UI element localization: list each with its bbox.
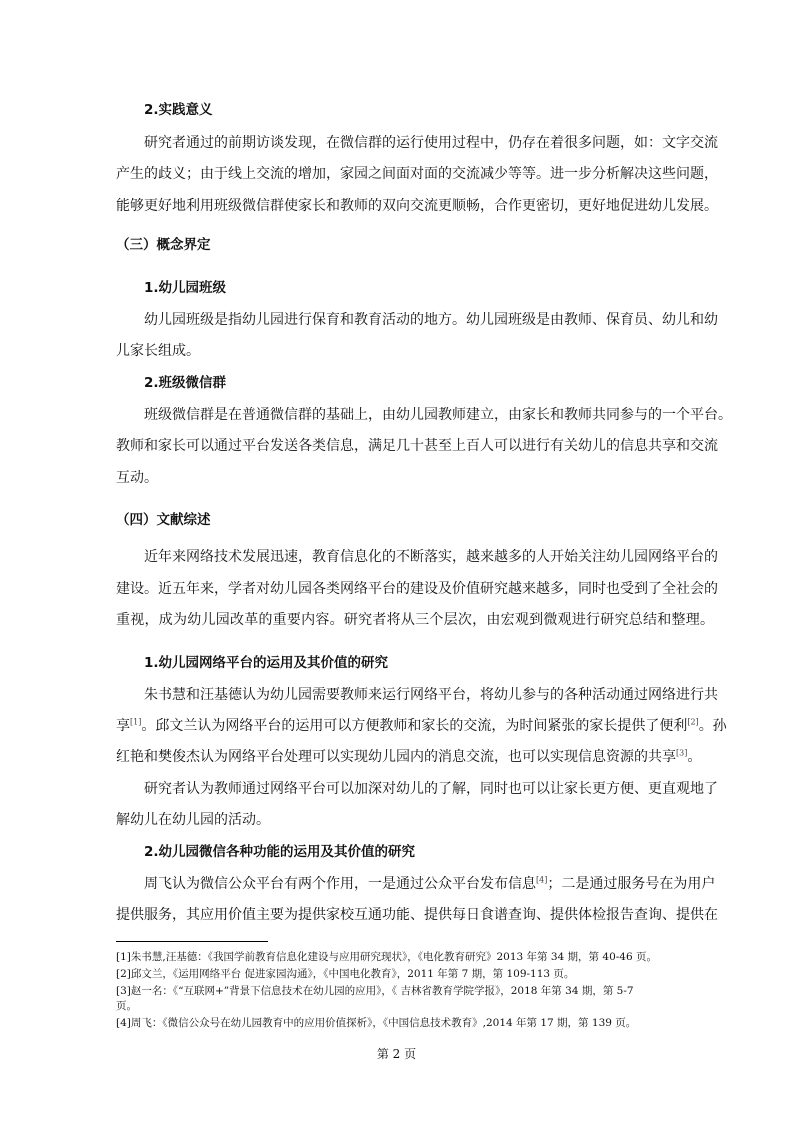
paragraph-line: 互动。 xyxy=(116,470,158,486)
paragraph-line: 解幼儿在幼儿园的活动。 xyxy=(116,812,270,828)
footnote-1: [1]朱书慧,汪基德：《我国学前教育信息化建设与应用研究现状》，《电化教育研究》2013 年第 34 期，第 40-46 页。 xyxy=(116,951,657,963)
paragraph-line: 班级微信群是在普通微信群的基础上，由幼儿园教师建立，由家长和教师共同参与的一个平台。 xyxy=(144,407,732,423)
paragraph-line: 朱书慧和汪基德认为幼儿园需要教师来运行网络平台，将幼儿参与的各种活动通过网络进行共 xyxy=(144,687,718,703)
paragraph-line: 重视，成为幼儿园改革的重要内容。研究者将从三个层次，由宏观到微观进行研究总结和整理。 xyxy=(116,612,714,628)
paragraph-line: 教师和家长可以通过平台发送各类信息，满足几十甚至上百人可以进行有关幼儿的信息共享和交流 xyxy=(116,438,718,454)
section-heading-review: （四）文献综述 xyxy=(116,512,211,528)
text-segment: 。孙 xyxy=(698,718,727,734)
footnote-3-continued: 页。 xyxy=(116,1000,137,1012)
page-number: 第 2 页 xyxy=(376,1047,417,1061)
section-heading-concept: （三）概念界定 xyxy=(116,237,211,253)
text-segment: 享 xyxy=(116,718,130,734)
paragraph-line: 幼儿园班级是指幼儿园进行保育和教育活动的地方。幼儿园班级是由教师、保育员、幼儿和幼 xyxy=(144,312,718,328)
paragraph-line: 儿家长组成。 xyxy=(116,343,200,359)
paragraph-line: 研究者通过的前期访谈发现，在微信群的运行使用过程中，仍存在着很多问题，如：文字交流 xyxy=(144,135,718,151)
footnote-4: [4]周飞：《微信公众号在幼儿园教育中的应用价值探析》，《中国信息技术教育》,2014 年第 17 期，第 139 页。 xyxy=(116,1017,637,1029)
subheading-class-wechat-group: 2.班级微信群 xyxy=(144,375,227,391)
citation-marker[interactable]: [3] xyxy=(676,748,688,758)
text-segment: 周飞认为微信公众平台有两个作用，一是通过公众平台发布信息 xyxy=(144,876,536,892)
text-segment: 红艳和樊俊杰认为网络平台处理可以实现幼儿园内的消息交流，也可以实现信息资源的共享 xyxy=(116,749,676,765)
footnote-2: [2]邱文兰，《运用网络平台 促进家园沟通》，《中国电化教育》，2011 年第 7 期，第 109-113 页。 xyxy=(116,968,575,980)
section-heading-practical: 2.实践意义 xyxy=(144,102,213,118)
subheading-kindergarten-class: 1.幼儿园班级 xyxy=(144,280,227,296)
footnote-3: [3]赵一名：《“互联网+”背景下信息技术在幼儿园的应用》，《 吉林省教育学院学报》，2018 年第 34 期，第 5-7 xyxy=(116,985,634,997)
text-segment: 。 xyxy=(687,749,702,765)
footnote-separator xyxy=(116,941,268,942)
paragraph-line: 近年来网络技术发展迅速，教育信息化的不断落实，越来越多的人开始关注幼儿园网络平台的 xyxy=(144,549,718,565)
paragraph-line-with-citations xyxy=(116,717,727,735)
paragraph-line-with-citations xyxy=(144,875,714,893)
paragraph-line: 研究者认为教师通过网络平台可以加深对幼儿的了解，同时也可以让家长更方便、更直观地了 xyxy=(144,781,718,797)
paragraph-line: 建设。近五年来，学者对幼儿园各类网络平台的建设及价值研究越来越多，同时也受到了全社会的 xyxy=(116,581,718,597)
citation-marker[interactable]: [2] xyxy=(687,717,699,727)
paragraph-line: 产生的歧义；由于线上交流的增加，家园之间面对面的交流减少等等。进一步分析解决这些问题， xyxy=(116,166,718,182)
paragraph-line: 提供服务，其应用价值主要为提供家校互通功能、提供每日食谱查询、提供体检报告查询、提供在 xyxy=(116,907,718,923)
text-segment: ；二是通过服务号在为用户 xyxy=(547,876,716,892)
subheading-wechat-functions: 2.幼儿园微信各种功能的运用及其价值的研究 xyxy=(144,844,416,860)
citation-marker[interactable]: [4] xyxy=(536,875,548,885)
text-segment: 。邱文兰认为网络平台的运用可以方便教师和家长的交流，为时间紧张的家长提供了便利 xyxy=(141,718,688,734)
subheading-network-platform: 1.幼儿园网络平台的运用及其价值的研究 xyxy=(144,655,389,671)
citation-marker[interactable]: [1] xyxy=(130,717,142,727)
paragraph-line-with-citations xyxy=(116,748,714,766)
paragraph-line: 能够更好地利用班级微信群使家长和教师的双向交流更顺畅，合作更密切，更好地促进幼儿发展。 xyxy=(116,198,718,214)
